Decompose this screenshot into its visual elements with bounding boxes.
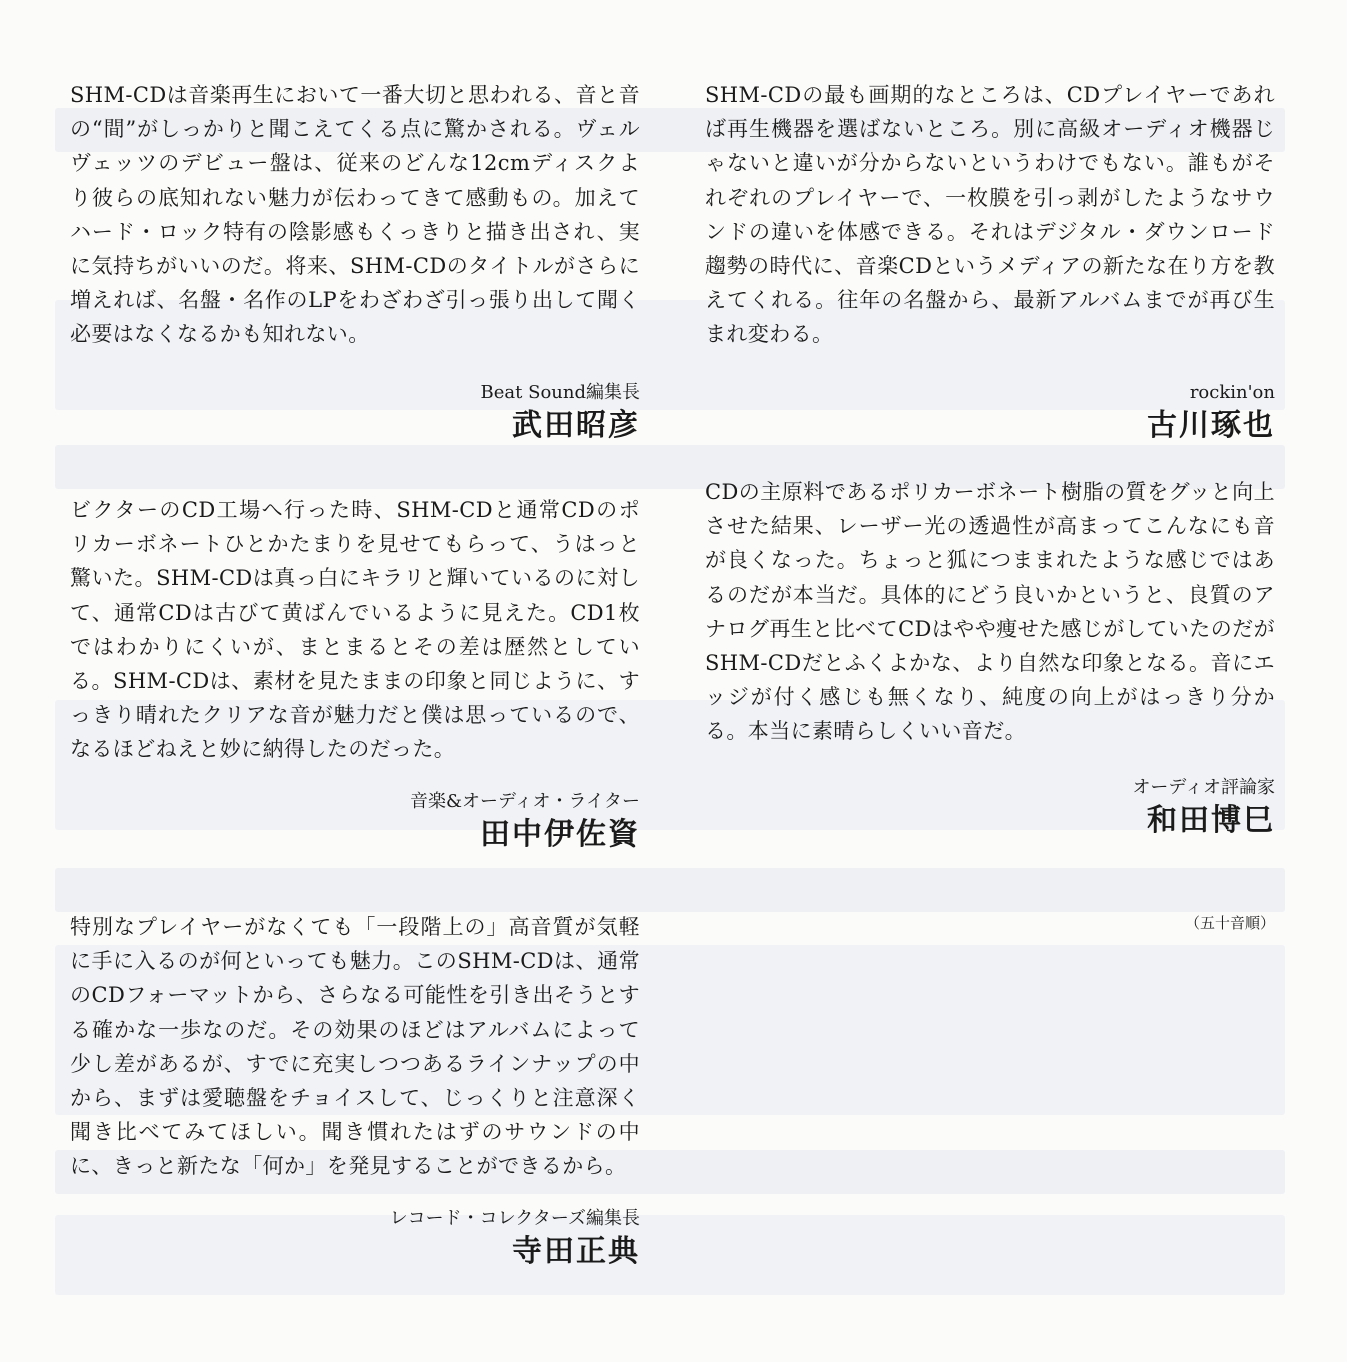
author-name: 田中伊佐資 [480,816,640,852]
essay-paragraph: 特別なプレイヤーがなくても「一段階上の」高音質が気軽に手に入るのが何といっても魅力。このSHM-CDは、通常のCDフォーマットから、さらなる可能性を引き出そうとする確かな一歩なのだ。その効果のほどはアルバムによって少し差があるが、すでに充実しつつあるラインナップの中から、まずは愛聴盤をチョイスして、じっくりと注意深く聞き比べてみてほしい。聞き慣れたはずのサウンドの中に、きっと新たな「何か」を発見することができるから。 [70,915,640,1179]
essay-paragraph: SHM-CDの最も画期的なところは、CDプレイヤーであれば再生機器を選ばないところ。別に高級オーディオ機器じゃないと違いが分からないというわけでもない。誰もがそれぞれのプレイヤーで、一枚膜を引っ剥がしたようなサウンドの違いを体感できる。それはデジタル・ダウンロード趨勢の時代に、音楽CDというメディアの新たな在り方を教えてくれる。往年の名盤から、最新アルバムまでが再び生まれ変わる。 [705,83,1275,347]
essay-paragraph: ビクターのCD工場へ行った時、SHM-CDと通常CDのポリカーボネートひとかたまりを見せてもらって、うはっと驚いた。SHM-CDは真っ白にキラリと輝いているのに対して、通常CDは古びて黄ばんでいるように見えた。CD1枚ではわかりにくいが、まとまるとその差は歴然としている。SHM-CDは、素材を見たままの印象と同じように、すっきり晴れたクリアな音が魅力だと僕は思っているので、なるほどねえと妙に納得したのだった。 [70,498,640,762]
order-note: （五十音順） [1184,914,1275,932]
author-role: オーディオ評論家 [1132,776,1275,798]
essay-takeda [70,78,640,446]
author-name: 寺田正典 [512,1233,640,1269]
author-role: rockin'on [1189,381,1275,403]
essay-terada [70,910,640,1272]
essay-wada [705,475,1275,841]
essay-tanaka [70,493,640,855]
author-name: 古川琢也 [1147,407,1275,443]
author-name: 和田博巳 [1147,802,1275,838]
author-name: 武田昭彦 [512,407,640,443]
essay-paragraph: CDの主原料であるポリカーボネート樹脂の質をグッと向上させた結果、レーザー光の透過性が高まってこんなにも音が良くなった。ちょっと狐につままれたような感じではあるのだが本当だ。具体的にどう良いかというと、良質のアナログ再生と比べてCDはやや痩せた感じがしていたのだがSHM-CDだとふくよかな、より自然な印象となる。音にエッジが付く感じも無くなり、純度の向上がはっきり分かる。本当に素晴らしくいい音だ。 [705,480,1275,744]
author-role: 音楽&オーディオ・ライター [409,790,640,812]
author-role: レコード・コレクターズ編集長 [389,1207,640,1229]
essay-paragraph: SHM-CDは音楽再生において一番大切と思われる、音と音の“間”がしっかりと聞こえてくる点に驚かされる。ヴェルヴェッツのデビュー盤は、従来のどんな12cmディスクより彼らの底知れない魅力が伝わってきて感動もの。加えてハード・ロック特有の陰影感もくっきりと描き出され、実に気持ちがいいのだ。将来、SHM-CDのタイトルがさらに増えれば、名盤・名作のLPをわざわざ引っ張り出して聞く必要はなくなるかも知れない。 [70,83,640,347]
author-role: Beat Sound編集長 [480,381,640,403]
essay-furukawa [705,78,1275,446]
